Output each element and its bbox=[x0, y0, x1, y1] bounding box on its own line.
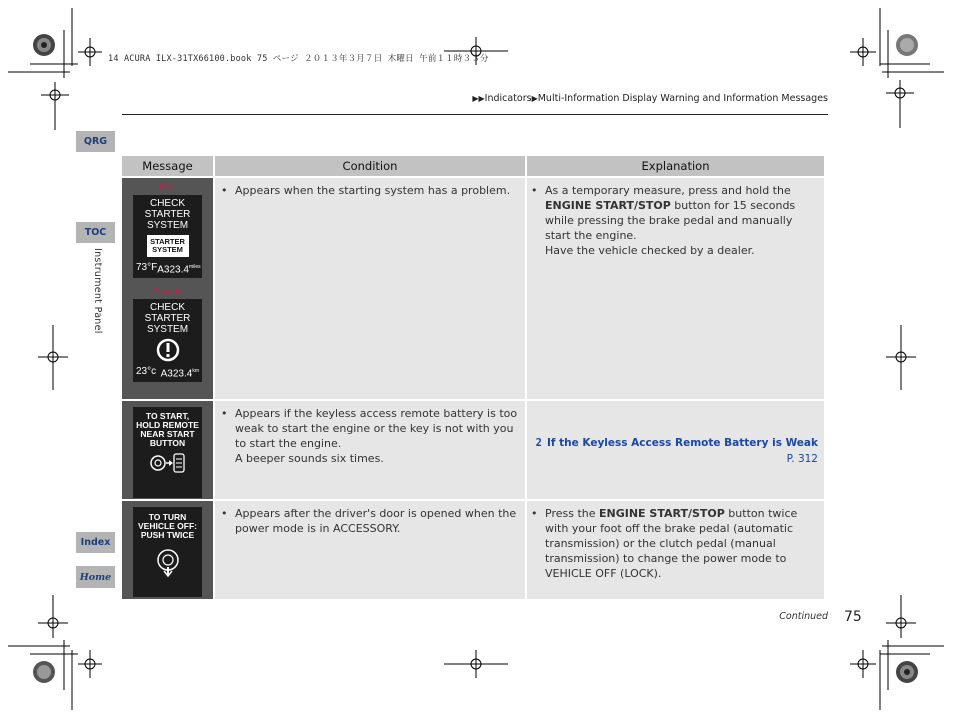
screen-text: TO START, bbox=[145, 411, 190, 421]
odometer-unit: miles bbox=[188, 263, 201, 270]
breadcrumb bbox=[472, 93, 828, 104]
status-readout bbox=[136, 260, 199, 277]
explanation-part: As a temporary measure, press and hold the bbox=[545, 184, 791, 197]
message-image-cell bbox=[122, 501, 213, 599]
table-header-row bbox=[122, 156, 824, 176]
condition-part: Appears if the keyless access remote battery is too weak to start the engine or the key is not with you to start the engine. bbox=[235, 407, 518, 450]
explanation-part: Press the bbox=[545, 507, 599, 520]
screen-text: HOLD REMOTE bbox=[136, 420, 199, 430]
explanation-emphasis: ENGINE START/STOP bbox=[545, 199, 671, 212]
odometer-value: A323.4 bbox=[157, 264, 189, 275]
explanation-cell bbox=[527, 401, 824, 499]
condition-part: A beeper sounds six times. bbox=[235, 452, 384, 465]
bullet-icon: • bbox=[221, 507, 228, 520]
explanation-text bbox=[545, 506, 818, 581]
home-button[interactable] bbox=[76, 566, 115, 588]
header-message: Message bbox=[122, 156, 213, 176]
screen-text: VEHICLE OFF: bbox=[137, 521, 198, 531]
header-divider bbox=[122, 114, 828, 115]
odometer-unit: km bbox=[192, 367, 199, 374]
screen-text: NEAR START bbox=[140, 429, 195, 439]
condition-cell bbox=[215, 501, 525, 599]
screen-text: CHECK bbox=[149, 198, 185, 209]
explanation-part: button twice with your foot off the brake pedal (automatic transmission) or the clutch pedal (manual transmission) to change the power mode to VEHICLE OFF (LOCK). bbox=[545, 507, 798, 580]
condition-text: Appears when the starting system has a problem. bbox=[235, 184, 511, 197]
explanation-text bbox=[545, 183, 818, 258]
temperature: 23°c bbox=[136, 365, 157, 377]
breadcrumb-arrows-icon: ▶▶ bbox=[472, 94, 485, 103]
display-screen bbox=[133, 507, 202, 597]
bullet-icon: • bbox=[221, 407, 228, 420]
index-button[interactable]: Index bbox=[76, 532, 115, 553]
reference-text: If the Keyless Access Remote Battery is Weak bbox=[546, 436, 818, 449]
bullet-icon: • bbox=[221, 184, 228, 197]
table-row bbox=[122, 501, 824, 599]
screen-text: PUSH TWICE bbox=[140, 530, 195, 540]
push-button-icon bbox=[153, 546, 183, 578]
toc-button[interactable]: TOC bbox=[76, 222, 115, 243]
breadcrumb-topic: Multi-Information Display Warning and Information Messages bbox=[537, 93, 828, 104]
badge-text: STARTER bbox=[150, 237, 185, 246]
reference-page: P. 312 bbox=[786, 452, 818, 465]
table-row bbox=[122, 178, 824, 399]
qrg-button[interactable]: QRG bbox=[76, 131, 115, 152]
explanation-part: Have the vehicle checked by a dealer. bbox=[545, 244, 755, 257]
section-label: Instrument Panel bbox=[92, 248, 103, 334]
screen-text: BUTTON bbox=[149, 438, 186, 448]
bullet-icon: • bbox=[531, 507, 538, 520]
starter-system-icon bbox=[147, 235, 189, 257]
home-label: Home bbox=[79, 571, 112, 583]
condition-cell bbox=[215, 401, 525, 499]
continued-label: Continued bbox=[779, 611, 828, 622]
display-screen bbox=[133, 407, 202, 498]
region-label-us: U.S. bbox=[159, 183, 176, 192]
explanation-emphasis: ENGINE START/STOP bbox=[599, 507, 725, 520]
explanation-part: button for 15 seconds while pressing the brake pedal and manually start the engine. bbox=[545, 199, 796, 242]
odometer bbox=[161, 364, 199, 381]
odometer-value: A323.4 bbox=[160, 368, 193, 379]
message-image-cell bbox=[122, 401, 213, 499]
badge-text: SYSTEM bbox=[152, 245, 183, 254]
screen-text: SYSTEM bbox=[146, 324, 189, 335]
message-image-cell bbox=[122, 178, 213, 399]
header-explanation: Explanation bbox=[527, 156, 824, 176]
message-table bbox=[120, 154, 826, 601]
screen-text: STARTER bbox=[144, 209, 191, 220]
remote-to-button-icon bbox=[148, 451, 188, 475]
print-header: 14 ACURA ILX-31TX66100.book 75 ページ ２０１３年３月７日 木曜日 午前１１時３３分 bbox=[108, 54, 489, 64]
screen-text: TO TURN bbox=[148, 512, 187, 522]
breadcrumb-separator-icon: ▶ bbox=[531, 94, 538, 103]
breadcrumb-section[interactable]: Indicators bbox=[484, 93, 532, 104]
display-screen bbox=[133, 299, 202, 382]
screen-text: CHECK bbox=[149, 302, 185, 313]
header-condition: Condition bbox=[215, 156, 525, 176]
explanation-cell bbox=[527, 178, 824, 399]
odometer bbox=[157, 260, 200, 277]
exclamation-circle-icon bbox=[153, 337, 183, 363]
explanation-cell bbox=[527, 501, 824, 599]
screen-text: STARTER bbox=[144, 313, 191, 324]
cross-reference-link[interactable] bbox=[536, 437, 818, 465]
bullet-icon: • bbox=[531, 184, 538, 197]
page-number: 75 bbox=[844, 609, 862, 625]
reference-arrow-icon: 2 bbox=[535, 436, 542, 449]
region-label-canada: Canada bbox=[152, 287, 183, 296]
table-row bbox=[122, 401, 824, 499]
condition-text: Appears after the driver's door is opened when the power mode is in ACCESSORY. bbox=[235, 507, 517, 535]
condition-text bbox=[235, 406, 521, 466]
status-readout bbox=[136, 364, 199, 381]
temperature: 73°F bbox=[136, 261, 158, 273]
condition-cell bbox=[215, 178, 525, 399]
screen-text: SYSTEM bbox=[146, 220, 189, 231]
display-screen bbox=[133, 195, 202, 278]
